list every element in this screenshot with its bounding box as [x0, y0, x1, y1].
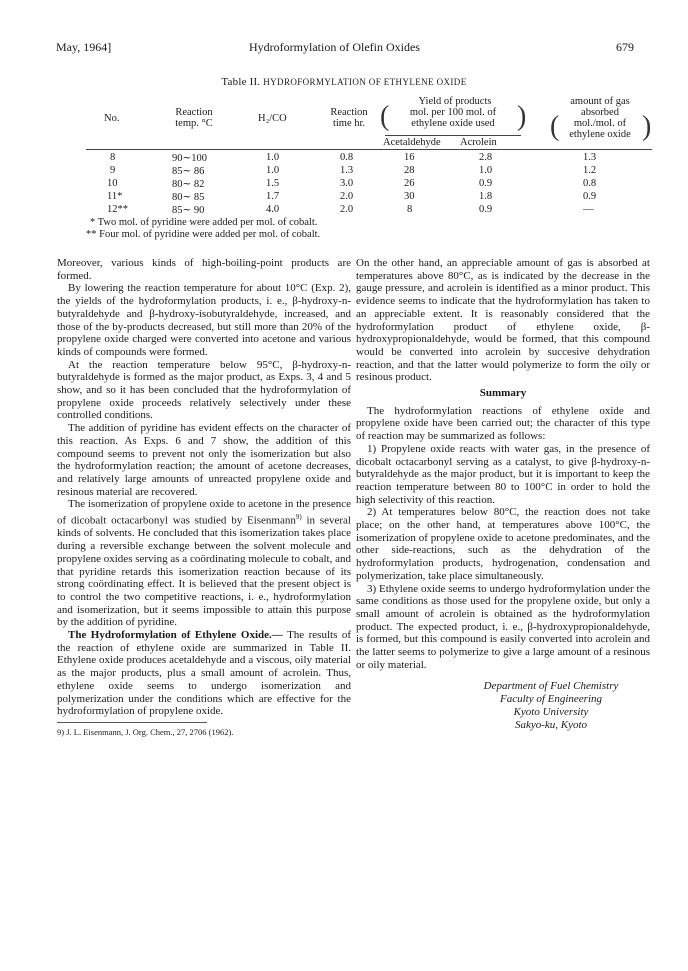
paren-left: ( [380, 101, 390, 132]
citation-ref[interactable]: 9) [295, 513, 302, 522]
col-header-yield-sub [388, 107, 518, 129]
col-header-gas-l2: absorbed [581, 107, 619, 118]
table-row [0, 191, 688, 203]
cell-h2co: 1.5 [266, 178, 280, 189]
col-header-yield-sub-l2: ethylene oxide used [411, 118, 495, 129]
col-header-gas-sub [558, 118, 642, 140]
paragraph: At the reaction temperature below 95°C, β-hydroxy-n-butyraldehyde is formed as the major product, as Exps. 3, 4 and 5 show, and so it has been concluded that the hydroformylation of propylene oxide proceeds relatively selectively under these controlled conditions. [57, 358, 351, 422]
paren-right-gas: ) [642, 111, 652, 142]
cell-gas: 1.3 [583, 152, 597, 163]
col-header-gas-l4: ethylene oxide [569, 129, 631, 140]
table-label: Table II. [221, 76, 261, 88]
running-title: Hydroformylation of Olefin Oxides [249, 40, 420, 54]
col-header-yield-sub-l1: mol. per 100 mol. of [409, 107, 497, 118]
summary-item: 2) At temperatures below 80°C, the reaction does not take place; on the other hand, at temperatures above 100°C, the isomerization of propylene oxide to acetone predominates, and the other side-reactions, such as the dehydration of the hydroformylation products, hydrogenation, condensation and polymerization, take place simultaneously. [356, 506, 650, 582]
cell-h2co: 1.0 [266, 152, 280, 163]
cell-no: 12** [107, 204, 128, 215]
cell-acrolein: 2.8 [479, 152, 493, 163]
summary-item: 1) Propylene oxide reacts with water gas, in the presence of dicobalt octacarbonyl serving as a catalyst, to give β-hydroxy-n-butyraldehyde as the major product, but it is important to keep the reaction temperature between 80 to 100°C in order to hold the high selectivity of this reaction. [356, 442, 650, 506]
paren-right: ) [517, 101, 527, 132]
cell-no: 9 [110, 165, 116, 176]
col-header-yield: Yield of products [418, 96, 492, 107]
cell-time: 3.0 [340, 178, 354, 189]
col-header-no: No. [104, 113, 120, 124]
cell-acrolein: 1.0 [479, 165, 493, 176]
cell-no: 8 [110, 152, 116, 163]
cell-no: 10 [107, 178, 118, 189]
paragraph [57, 629, 351, 718]
right-column [356, 257, 650, 732]
cell-acetaldehyde: 28 [404, 165, 415, 176]
table-rule [86, 149, 652, 150]
cell-acetaldehyde: 8 [407, 204, 413, 215]
cell-temp: 80∼ 85 [172, 192, 205, 203]
journal-date: May, 1964] [56, 40, 112, 54]
cell-acrolein: 0.9 [479, 178, 493, 189]
cell-gas: — [583, 204, 594, 215]
cell-acetaldehyde: 26 [404, 178, 415, 189]
cell-time: 2.0 [340, 204, 354, 215]
col-header-h2co: H₂/CO [258, 113, 287, 124]
text-span: in several kinds of solvents. He concluded that this isomerization takes place during a reversible exchange between the solvent molecule and propylene oxides serving as a coördinating molecule to cobalt, and that pyridine retards this isomerization reaction because of its strong coördinating effect. It is believed that the present object is to control the two competitive reactions, i. e., hydroformylation and isomerization, but it seems impossible to attain this purpose by the addition of pyridine. [57, 514, 351, 629]
col-header-acetaldehyde: Acetaldehyde [383, 137, 441, 148]
col-header-temp-l1: Reaction [175, 107, 213, 118]
paragraph: Moreover, various kinds of high-boiling-point products are formed. [57, 257, 351, 282]
table-caption-text: HYDROFORMYLATION OF ETHYLENE OXIDE [263, 77, 467, 87]
text-span: The isomerization of propylene oxide to acetone in the presence of dicobalt octacarbonyl was studied by Eisenmann [57, 498, 351, 527]
affiliation-line: Kyoto University [513, 705, 589, 718]
summary-item: 3) Ethylene oxide seems to undergo hydroformylation under the same conditions as those used for the propylene oxide, but only a small amount of acrolein is obtained as the hydroformylation product. The expected product, i. e., β-hydroxypropionaldehyde, is formed, but this compound is easily converted into acrolein and the latter seems to polymerize to give a large amount of a resinous or oily material. [356, 582, 650, 671]
cell-time: 0.8 [340, 152, 354, 163]
paragraph [57, 498, 351, 629]
section-heading: The Hydroformylation of Ethylene Oxide.— [68, 629, 283, 642]
col-header-gas-l1: amount of gas [570, 96, 630, 107]
cell-h2co: 1.0 [266, 165, 280, 176]
text-span: The results of the reaction of ethylene oxide are summarized in Table II. Ethylene oxide produces acetaldehyde and a viscous, oily material as the major products, plus a small amount of acrolein. Thus, ethylene oxide seems to undergo isomerization and polymerization under the conditions which are effective for the hydroformylation of propylene oxide. [57, 629, 351, 718]
col-header-time-l1: Reaction [330, 107, 368, 118]
cell-gas: 1.2 [583, 165, 597, 176]
cell-gas: 0.8 [583, 178, 597, 189]
page-footnote [57, 722, 234, 739]
cell-time: 1.3 [340, 165, 354, 176]
col-header-time [325, 107, 373, 129]
cell-gas: 0.9 [583, 191, 597, 202]
table-footnote: ** Four mol. of pyridine were added per mol. of cobalt. [86, 229, 321, 240]
cell-no: 11* [107, 191, 123, 202]
table-row [0, 178, 688, 190]
cell-time: 2.0 [340, 191, 354, 202]
col-header-time-l2: time hr. [332, 118, 366, 129]
col-header-gas-l3: mol./mol. of [573, 118, 627, 129]
cell-acetaldehyde: 16 [404, 152, 415, 163]
page-number: 679 [616, 40, 634, 54]
cell-temp: 90∼100 [172, 153, 208, 164]
table-row [0, 152, 688, 164]
cell-temp: 80∼ 82 [172, 179, 205, 190]
affiliation-line: Faculty of Engineering [499, 692, 603, 705]
cell-acrolein: 0.9 [479, 204, 493, 215]
affiliation-line: Sakyo-ku, Kyoto [514, 718, 588, 731]
footnote-text: 9) J. L. Eisenmann, J. Org. Chem., 27, 2706 (1962). [57, 726, 234, 737]
col-header-temp [168, 107, 220, 129]
paragraph: By lowering the reaction temperature for about 10°C (Exp. 2), the yields of the hydroformylation products, i. e., β-hydroxy-n-butyraldehyde and β-hydroxy-isobutyraldehyde, increased, and those of the by-products decreased, but still more than 20% of the propylene oxide charged were converted into acetone and various kinds of compounds were formed. [57, 282, 351, 358]
cell-acrolein: 1.8 [479, 191, 493, 202]
yield-divider [385, 135, 521, 136]
col-header-acrolein: Acrolein [460, 137, 497, 148]
cell-h2co: 4.0 [266, 204, 280, 215]
table-row [0, 204, 688, 216]
table-caption [0, 76, 688, 88]
running-header [56, 40, 634, 56]
cell-temp: 85∼ 86 [172, 166, 205, 177]
affiliation [356, 680, 650, 732]
cell-acetaldehyde: 30 [404, 191, 415, 202]
table-footnote: * Two mol. of pyridine were added per mol. of cobalt. [90, 217, 318, 228]
left-column [57, 257, 351, 739]
cell-h2co: 1.7 [266, 191, 280, 202]
col-header-temp-l2: temp. °C [175, 118, 213, 129]
col-header-gas [555, 96, 645, 118]
affiliation-line: Department of Fuel Chemistry [483, 679, 619, 692]
summary-heading: Summary [479, 387, 527, 400]
paren-left-gas: ( [550, 111, 560, 142]
paragraph: On the other hand, an appreciable amount of gas is absorbed at temperatures above 80°C, as is indicated by the decrease in the gauge pressure, and acrolein is identified as a minor product. This evidence seems to indicate that the hydroformylation has taken to an appreciable extent. It is reasonably considered that the hydroformylation product of ethylene oxide, β-hydroxypropionaldehyde, would be formed, that this compound would be converted into acrolein by succesive dehydration reaction, and that the latter would polymerize to form the oily or resinous product. [356, 257, 650, 384]
cell-temp: 85∼ 90 [172, 205, 205, 216]
paragraph: The addition of pyridine has evident effects on the character of this reaction. As Exps. 6 and 7 show, the addition of this compound seems to prevent not only the isomerization but also the hydroformylation reaction; the amount of acetone decreases, and relatively large amounts of unreacted propylene oxide and resinous material are recovered. [57, 422, 351, 498]
table-row [0, 165, 688, 177]
paragraph: The hydroformylation reactions of ethylene oxide and propylene oxide have been carried out; the character of this type of reaction may be summarized as follows: [356, 404, 650, 443]
